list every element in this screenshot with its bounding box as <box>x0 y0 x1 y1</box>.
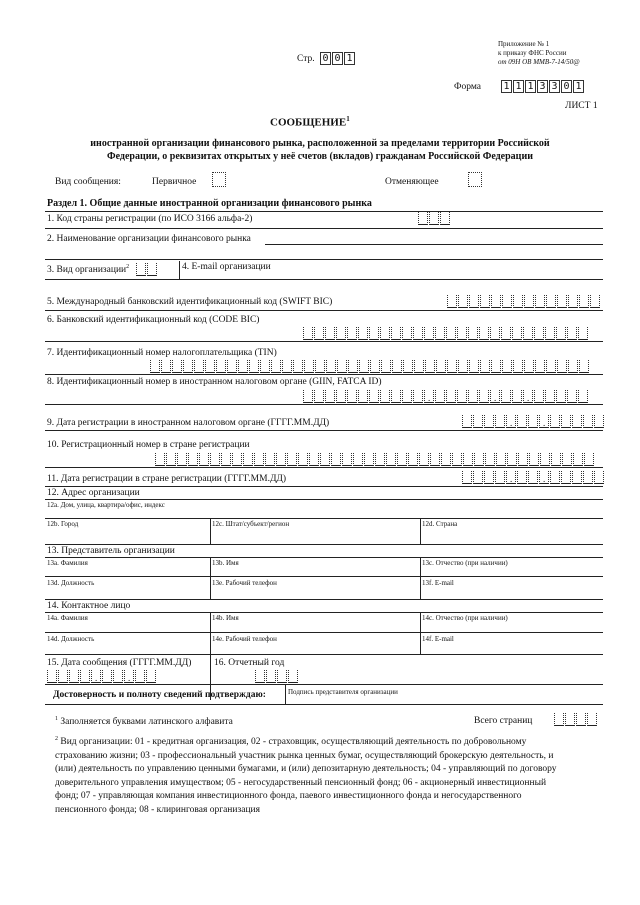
field14c-label: 14c. Отчество (при наличии) <box>422 614 508 622</box>
field14-label: 14. Контактное лицо <box>47 601 131 611</box>
form-number-boxes <box>501 80 585 93</box>
field13c-label: 13c. Отчество (при наличии) <box>422 559 508 567</box>
title-text: СООБЩЕНИЕ <box>270 116 347 129</box>
field13b-label: 13b. Имя <box>212 559 239 567</box>
field14e-label: 14e. Рабочий телефон <box>212 635 277 643</box>
field14b-label: 14b. Имя <box>212 614 239 622</box>
field9-label: 9. Дата регистрации в иностранном налоговом органе (ГГГГ.ММ.ДД) <box>47 418 330 428</box>
field11-input[interactable] <box>462 471 605 484</box>
form-digit: 1 <box>573 80 584 93</box>
field7-input[interactable] <box>150 360 590 373</box>
msg-cancel-checkbox[interactable] <box>468 172 482 187</box>
appendix-line1: Приложение № 1 <box>498 40 550 48</box>
field13-label: 13. Представитель организации <box>47 546 175 556</box>
subtitle-line1: иностранной организации финансового рынка, расположенной за пределами территории Российской <box>90 138 550 149</box>
field3-input[interactable] <box>136 263 158 276</box>
field13e-label: 13e. Рабочий телефон <box>212 579 277 587</box>
field1-input[interactable] <box>418 212 451 225</box>
form-digit: 0 <box>561 80 572 93</box>
section1-heading: Раздел 1. Общие данные иностранной организации финансового рынка <box>47 198 372 209</box>
field16-label: 16. Отчетный год <box>214 658 285 668</box>
form-digit: 1 <box>525 80 536 93</box>
subtitle <box>0 137 640 163</box>
field10-input[interactable] <box>155 453 595 466</box>
field12d-label: 12d. Страна <box>422 520 458 528</box>
total-pages-input[interactable] <box>554 713 598 726</box>
page-digit: 0 <box>332 52 343 65</box>
total-pages-label: Всего страниц <box>474 716 533 726</box>
field1-label: 1. Код страны регистрации (по ИСО 3166 альфа-2) <box>47 214 253 224</box>
field12-label: 12. Адрес организации <box>47 488 140 498</box>
field9-input[interactable] <box>462 415 605 428</box>
field14d-label: 14d. Должность <box>47 635 95 643</box>
form-digit: 1 <box>513 80 524 93</box>
field13d-label: 13d. Должность <box>47 579 95 587</box>
field13a-label: 13a. Фамилия <box>47 559 88 567</box>
form-digit: 3 <box>537 80 548 93</box>
page-number-boxes <box>320 52 356 65</box>
field15-label: 15. Дата сообщения (ГГГГ.ММ.ДД) <box>47 658 192 668</box>
field6-label: 6. Банковский идентификационный код (CODE BIC) <box>47 315 260 325</box>
field2-label: 2. Наименование организации финансового рынка <box>47 234 251 244</box>
field7-label: 7. Идентификационный номер налогоплательщика (TIN) <box>47 348 277 358</box>
page-digit: 1 <box>344 52 355 65</box>
page-title <box>270 115 350 129</box>
field12a-label: 12a. Дом, улица, квартира/офис, индекс <box>47 501 165 509</box>
form-digit: 1 <box>501 80 512 93</box>
field14a-label: 14a. Фамилия <box>47 614 88 622</box>
field13f-label: 13f. E-mail <box>422 579 454 587</box>
page-digit: 0 <box>320 52 331 65</box>
field16-input[interactable] <box>255 670 299 683</box>
field12c-label: 12c. Штат/субъект/регион <box>212 520 290 528</box>
sheet-label: ЛИСТ 1 <box>565 101 598 111</box>
field5-label: 5. Международный банковский идентификационный код (SWIFT BIC) <box>47 297 333 307</box>
field8-input[interactable] <box>303 390 589 403</box>
appendix-line3: от 09Н ОВ ММВ-7-14/50@ <box>498 58 580 66</box>
appendix-line2: к приказу ФНС России <box>498 49 567 57</box>
field14f-label: 14f. E-mail <box>422 635 454 643</box>
subtitle-line2: Федерации, о реквизитах открытых у неё счетов (вкладов) гражданам Российской Федерации <box>107 151 533 162</box>
footnote2: $^2$ Вид организации: 01 - кредитная организация, 02 - страховщик, осуществляющий деятельность по добровольному страхованию жизни; 03 - профессиональный участник рынка ценных бумаг, осуществляющий брокерскую деятельность, и (или) деятельность по управлению ценными бумагами, и (или) депозитарную деятельность; 04 - управляющий по договору доверительного управления имуществом; 05 - негосударственный пенсионный фонд; 06 - акционерный инвестиционный фонд; 07 - управляющая компания инвестиционного фонда, паевого инвестиционного фонда и негосударственного пенсионного фонда; 08 - клиринговая организация <box>55 736 557 815</box>
appendix-note <box>498 40 580 67</box>
field3-label: 3. Вид организации$^2$ <box>47 264 130 276</box>
field10-label: 10. Регистрационный номер в стране регистрации <box>47 440 250 450</box>
signature-label: Подпись представителя организации <box>288 688 398 696</box>
footnote1: $^1$ Заполняется буквами латинского алфавита <box>55 716 233 728</box>
form-label: Форма <box>454 82 482 92</box>
field12b-label: 12b. Город <box>47 520 79 528</box>
msg-cancel-label: Отменяющее <box>385 177 439 187</box>
msg-type-label: Вид сообщения: <box>55 177 121 187</box>
field15-input[interactable] <box>47 670 157 683</box>
page-label: Стр. <box>297 54 315 64</box>
field4-label: 4. E-mail организации <box>182 262 271 272</box>
title-sup: 1 <box>346 115 350 123</box>
form-digit: 3 <box>549 80 560 93</box>
field5-input[interactable] <box>447 295 601 308</box>
msg-primary-checkbox[interactable] <box>212 172 226 187</box>
field6-input[interactable] <box>303 327 589 340</box>
field11-label: 11. Дата регистрации в стране регистрации (ГГГГ.ММ.ДД) <box>47 474 287 484</box>
field8-label: 8. Идентификационный номер в иностранном налоговом органе (GIIN, FATCA ID) <box>47 377 382 387</box>
msg-primary-label: Первичное <box>152 177 197 187</box>
confirm-label: Достоверность и полноту сведений подтверждаю: <box>53 690 266 700</box>
